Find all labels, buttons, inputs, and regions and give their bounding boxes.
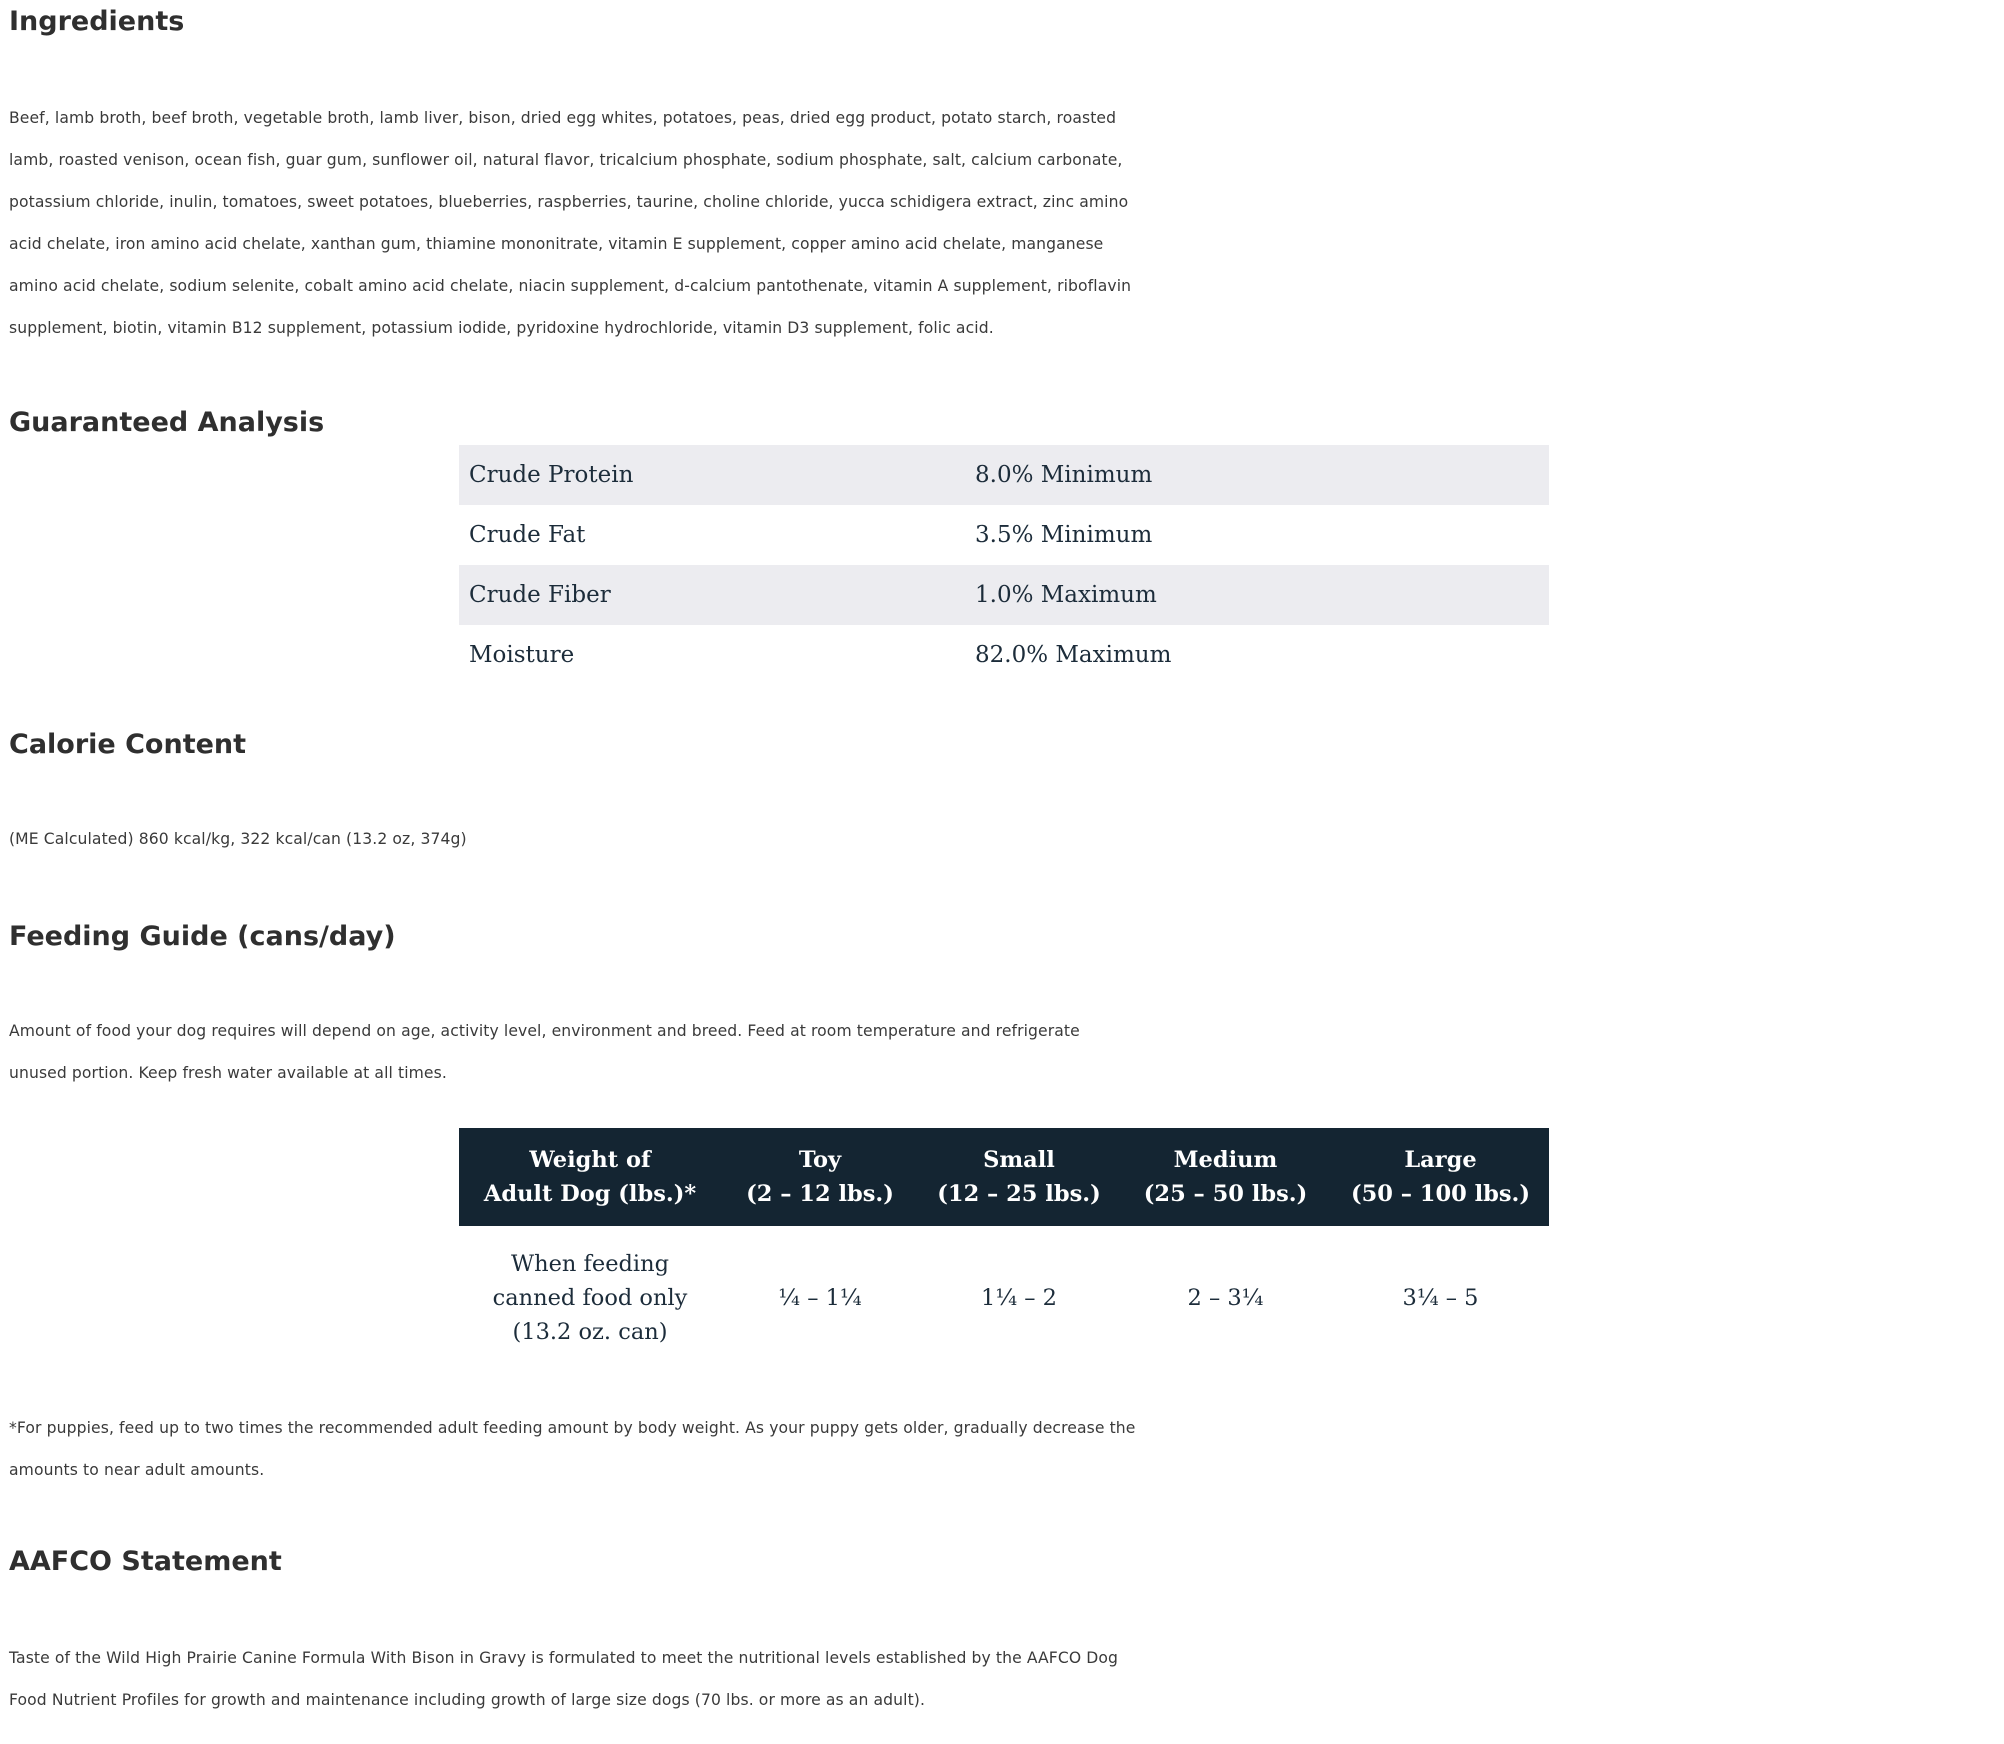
aafco-line: Food Nutrient Profiles for growth and maintenance including growth of large size dogs (70 lbs. or more as an adult).: [9, 1691, 926, 1709]
header-medium: [1119, 1128, 1332, 1226]
header-line: (50 – 100 lbs.): [1350, 1181, 1531, 1207]
nutrient-value: 8.0% Minimum: [975, 462, 1153, 488]
footnote-line: *For puppies, feed up to two times the recommended adult feeding amount by body weight. As your puppy gets older, gradually decrease the: [9, 1419, 1136, 1437]
feeding-table-header: [459, 1128, 1549, 1226]
medium-amount: 2 – 3¼: [1187, 1285, 1264, 1311]
header-line: Medium: [1173, 1147, 1278, 1173]
row-label: [459, 1226, 721, 1370]
feeding-guide-text: [9, 1010, 1999, 1094]
header-large: [1332, 1128, 1549, 1226]
ingredients-line: potassium chloride, inulin, tomatoes, sweet potatoes, blueberries, raspberries, taurine, choline chloride, yucca schidigera extract, zinc amino: [9, 193, 1129, 211]
ingredients-line: lamb, roasted venison, ocean fish, guar gum, sunflower oil, natural flavor, tricalcium phosphate, sodium phosphate, salt, calcium carbonate,: [9, 151, 1123, 169]
header-toy: [721, 1128, 919, 1226]
feeding-line: Amount of food your dog requires will depend on age, activity level, environment and breed. Feed at room temperature and refrigerate: [9, 1022, 1080, 1040]
guaranteed-analysis-heading: Guaranteed Analysis: [9, 407, 325, 438]
nutrient-name: Crude Fiber: [469, 582, 611, 608]
nutrient-name: Moisture: [469, 642, 575, 668]
header-line: Weight of: [529, 1147, 651, 1173]
ingredients-heading: Ingredients: [9, 6, 185, 37]
aafco-line: Taste of the Wild High Prairie Canine Formula With Bison in Gravy is formulated to meet the nutritional levels established by the AAFCO Dog: [9, 1649, 1119, 1667]
ingredients-line: Beef, lamb broth, beef broth, vegetable broth, lamb liver, bison, dried egg whites, potatoes, peas, dried egg product, potato starch, roasted: [9, 109, 1117, 127]
header-line: Large: [1404, 1147, 1477, 1173]
ingredients-text: [9, 97, 1999, 349]
guaranteed-analysis-table: [459, 445, 1549, 685]
aafco-heading: AAFCO Statement: [9, 1546, 282, 1577]
ingredients-line: amino acid chelate, sodium selenite, cobalt amino acid chelate, niacin supplement, d-calcium pantothenate, vitamin A supplement, riboflavin: [9, 277, 1132, 295]
table-row: [459, 505, 1549, 565]
header-line: Adult Dog (lbs.)*: [483, 1181, 697, 1207]
feeding-guide-heading: Feeding Guide (cans/day): [9, 921, 396, 952]
feeding-table: [459, 1128, 1549, 1370]
feeding-line: unused portion. Keep fresh water available at all times.: [9, 1064, 447, 1082]
table-row: [459, 625, 1549, 685]
large-amount: 3¼ – 5: [1402, 1285, 1479, 1311]
calorie-line: (ME Calculated) 860 kcal/kg, 322 kcal/can (13.2 oz, 374g): [9, 830, 467, 848]
nutrient-value: 1.0% Maximum: [975, 582, 1157, 608]
header-line: (12 – 25 lbs.): [937, 1181, 1101, 1207]
row-label-line: When feeding: [510, 1251, 670, 1277]
header-small: [919, 1128, 1119, 1226]
row-label-line: canned food only: [492, 1285, 688, 1311]
small-amount: 1¼ – 2: [981, 1285, 1057, 1311]
nutrient-value: 3.5% Minimum: [975, 522, 1153, 548]
aafco-text: [9, 1637, 1999, 1721]
nutrient-name: Crude Fat: [469, 522, 586, 548]
puppy-footnote: [9, 1407, 1999, 1491]
footnote-line: amounts to near adult amounts.: [9, 1461, 265, 1479]
header-weight: [459, 1128, 721, 1226]
ingredients-line: acid chelate, iron amino acid chelate, xanthan gum, thiamine mononitrate, vitamin E supplement, copper amino acid chelate, manganese: [9, 235, 1104, 253]
nutrient-name: Crude Protein: [469, 462, 634, 488]
header-line: Toy: [798, 1147, 842, 1173]
table-row: [459, 1226, 1549, 1370]
nutrient-value: 82.0% Maximum: [975, 642, 1172, 668]
header-line: (25 – 50 lbs.): [1143, 1181, 1308, 1207]
header-line: (2 – 12 lbs.): [746, 1181, 894, 1207]
ingredients-line: supplement, biotin, vitamin B12 supplement, potassium iodide, pyridoxine hydrochloride, vitamin D3 supplement, folic acid.: [9, 319, 994, 337]
calorie-content-heading: Calorie Content: [9, 729, 247, 760]
table-row: [459, 565, 1549, 625]
row-label-line: (13.2 oz. can): [512, 1319, 668, 1345]
calorie-content-text: [9, 818, 1999, 860]
toy-amount: ¼ – 1¼: [778, 1285, 862, 1311]
header-line: Small: [983, 1147, 1055, 1173]
table-row: [459, 445, 1549, 505]
